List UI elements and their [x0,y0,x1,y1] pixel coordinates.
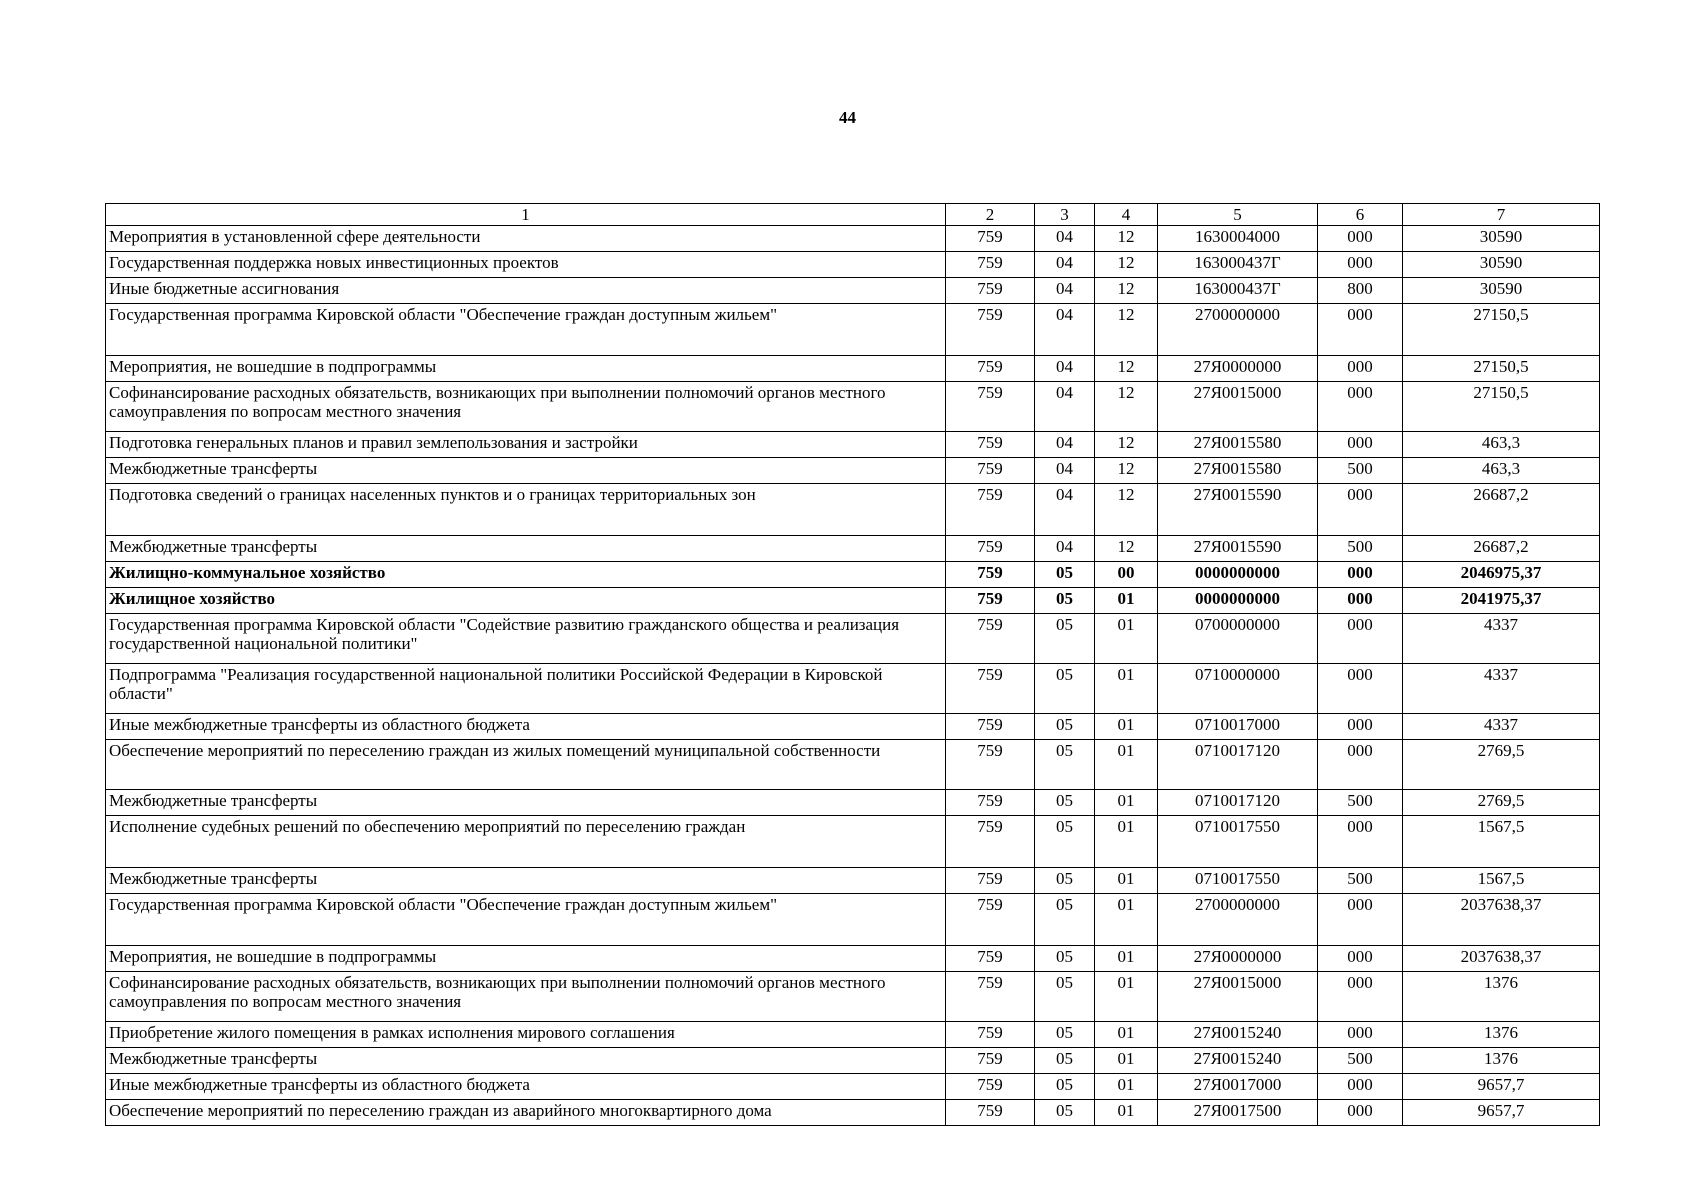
row-code-gr-cell: 759 [946,484,1035,536]
row-section-cell: 05 [1035,790,1095,816]
row-expense-type-cell: 000 [1318,432,1403,458]
row-section-cell: 05 [1035,1074,1095,1100]
row-target-article-cell: 2700000000 [1158,304,1318,356]
header-cell-3: 3 [1035,204,1095,226]
row-expense-type-cell: 000 [1318,484,1403,536]
row-amount-cell: 27150,5 [1403,382,1600,432]
row-expense-type-cell: 000 [1318,816,1403,868]
row-expense-type-cell: 000 [1318,226,1403,252]
row-amount-cell: 463,3 [1403,432,1600,458]
table-row [106,356,1600,382]
row-expense-type-cell: 000 [1318,1022,1403,1048]
row-code-gr-cell: 759 [946,356,1035,382]
table-row [106,868,1600,894]
row-amount-cell: 27150,5 [1403,356,1600,382]
row-name-cell: Мероприятия, не вошедшие в подпрограммы [106,946,946,972]
row-code-gr-cell: 759 [946,588,1035,614]
table-row [106,790,1600,816]
row-name-cell: Софинансирование расходных обязательств, возникающих при выполнении полномочий органов местного самоуправления по вопросам местного значения [106,972,946,1022]
row-amount-cell: 26687,2 [1403,484,1600,536]
row-subsection-cell: 12 [1095,536,1158,562]
row-target-article-cell: 27Я0015590 [1158,484,1318,536]
row-target-article-cell: 0710017550 [1158,816,1318,868]
row-subsection-cell: 01 [1095,588,1158,614]
row-subsection-cell: 01 [1095,1100,1158,1126]
row-name-cell: Подготовка сведений о границах населенных пунктов и о границах территориальных зон [106,484,946,536]
table-row [106,278,1600,304]
row-subsection-cell: 01 [1095,946,1158,972]
row-amount-cell: 2037638,37 [1403,946,1600,972]
row-target-article-cell: 27Я0015580 [1158,432,1318,458]
header-cell-5: 5 [1158,204,1318,226]
row-expense-type-cell: 000 [1318,382,1403,432]
row-expense-type-cell: 000 [1318,972,1403,1022]
row-expense-type-cell: 000 [1318,740,1403,790]
table-row [106,458,1600,484]
row-code-gr-cell: 759 [946,458,1035,484]
row-code-gr-cell: 759 [946,278,1035,304]
table-row [106,432,1600,458]
row-name-cell: Обеспечение мероприятий по переселению граждан из аварийного многоквартирного дома [106,1100,946,1126]
row-target-article-cell: 27Я0015000 [1158,382,1318,432]
table-row [106,226,1600,252]
row-target-article-cell: 27Я0015580 [1158,458,1318,484]
row-name-cell: Исполнение судебных решений по обеспечению мероприятий по переселению граждан [106,816,946,868]
row-amount-cell: 1376 [1403,972,1600,1022]
table-row [106,972,1600,1022]
row-section-cell: 04 [1035,252,1095,278]
row-section-cell: 05 [1035,1022,1095,1048]
row-name-cell: Межбюджетные трансферты [106,790,946,816]
row-section-cell: 04 [1035,484,1095,536]
row-target-article-cell: 1630004000 [1158,226,1318,252]
row-amount-cell: 1567,5 [1403,868,1600,894]
table-row [106,1074,1600,1100]
row-expense-type-cell: 800 [1318,278,1403,304]
row-name-cell: Межбюджетные трансферты [106,458,946,484]
row-section-cell: 05 [1035,588,1095,614]
row-code-gr-cell: 759 [946,894,1035,946]
header-cell-7: 7 [1403,204,1600,226]
row-subsection-cell: 12 [1095,226,1158,252]
row-amount-cell: 463,3 [1403,458,1600,484]
row-code-gr-cell: 759 [946,536,1035,562]
row-target-article-cell: 0700000000 [1158,614,1318,664]
row-amount-cell: 2046975,37 [1403,562,1600,588]
row-subsection-cell: 01 [1095,868,1158,894]
row-expense-type-cell: 000 [1318,894,1403,946]
row-subsection-cell: 12 [1095,252,1158,278]
row-name-cell: Государственная программа Кировской области "Обеспечение граждан доступным жильем" [106,894,946,946]
table-row [106,614,1600,664]
row-subsection-cell: 01 [1095,614,1158,664]
table-body [106,204,1600,1126]
row-target-article-cell: 0710000000 [1158,664,1318,714]
row-code-gr-cell: 759 [946,1100,1035,1126]
row-section-cell: 05 [1035,740,1095,790]
row-target-article-cell: 27Я0015590 [1158,536,1318,562]
table-row [106,382,1600,432]
row-name-cell: Государственная поддержка новых инвестиционных проектов [106,252,946,278]
header-cell-2: 2 [946,204,1035,226]
row-code-gr-cell: 759 [946,714,1035,740]
row-name-cell: Мероприятия, не вошедшие в подпрограммы [106,356,946,382]
row-section-cell: 04 [1035,536,1095,562]
row-name-cell: Подготовка генеральных планов и правил землепользования и застройки [106,432,946,458]
row-target-article-cell: 0000000000 [1158,562,1318,588]
table-row [106,664,1600,714]
header-cell-6: 6 [1318,204,1403,226]
row-target-article-cell: 27Я0015000 [1158,972,1318,1022]
row-expense-type-cell: 000 [1318,714,1403,740]
row-subsection-cell: 12 [1095,356,1158,382]
row-name-cell: Обеспечение мероприятий по переселению граждан из жилых помещений муниципальной собственности [106,740,946,790]
row-target-article-cell: 27Я0015240 [1158,1048,1318,1074]
row-section-cell: 04 [1035,382,1095,432]
row-amount-cell: 30590 [1403,278,1600,304]
table-header-row [106,204,1600,226]
row-section-cell: 05 [1035,816,1095,868]
row-section-cell: 05 [1035,614,1095,664]
row-code-gr-cell: 759 [946,432,1035,458]
row-expense-type-cell: 000 [1318,1074,1403,1100]
row-section-cell: 04 [1035,432,1095,458]
row-code-gr-cell: 759 [946,664,1035,714]
row-code-gr-cell: 759 [946,790,1035,816]
row-expense-type-cell: 500 [1318,868,1403,894]
row-expense-type-cell: 000 [1318,664,1403,714]
row-section-cell: 05 [1035,664,1095,714]
row-section-cell: 05 [1035,894,1095,946]
row-amount-cell: 2041975,37 [1403,588,1600,614]
row-code-gr-cell: 759 [946,614,1035,664]
table-row [106,562,1600,588]
row-name-cell: Мероприятия в установленной сфере деятельности [106,226,946,252]
row-code-gr-cell: 759 [946,868,1035,894]
row-section-cell: 05 [1035,972,1095,1022]
row-target-article-cell: 27Я0015240 [1158,1022,1318,1048]
row-name-cell: Межбюджетные трансферты [106,536,946,562]
row-subsection-cell: 12 [1095,484,1158,536]
row-section-cell: 05 [1035,868,1095,894]
row-code-gr-cell: 759 [946,1022,1035,1048]
row-section-cell: 05 [1035,562,1095,588]
row-code-gr-cell: 759 [946,304,1035,356]
row-subsection-cell: 12 [1095,382,1158,432]
table-row [106,252,1600,278]
row-target-article-cell: 163000437Г [1158,278,1318,304]
row-subsection-cell: 00 [1095,562,1158,588]
row-name-cell: Государственная программа Кировской области "Содействие развитию гражданского общества и реализация государственной национальной политики" [106,614,946,664]
row-subsection-cell: 01 [1095,1074,1158,1100]
table-row [106,1048,1600,1074]
row-subsection-cell: 01 [1095,816,1158,868]
row-code-gr-cell: 759 [946,740,1035,790]
row-expense-type-cell: 000 [1318,252,1403,278]
row-name-cell: Приобретение жилого помещения в рамках исполнения мирового соглашения [106,1022,946,1048]
row-name-cell: Иные бюджетные ассигнования [106,278,946,304]
row-target-article-cell: 27Я0017500 [1158,1100,1318,1126]
row-subsection-cell: 12 [1095,432,1158,458]
row-expense-type-cell: 000 [1318,588,1403,614]
row-amount-cell: 9657,7 [1403,1100,1600,1126]
row-section-cell: 04 [1035,278,1095,304]
row-subsection-cell: 12 [1095,458,1158,484]
row-target-article-cell: 2700000000 [1158,894,1318,946]
row-target-article-cell: 0710017000 [1158,714,1318,740]
row-expense-type-cell: 000 [1318,946,1403,972]
row-code-gr-cell: 759 [946,1048,1035,1074]
row-code-gr-cell: 759 [946,382,1035,432]
row-amount-cell: 9657,7 [1403,1074,1600,1100]
row-subsection-cell: 01 [1095,1048,1158,1074]
row-section-cell: 05 [1035,946,1095,972]
row-target-article-cell: 0000000000 [1158,588,1318,614]
row-subsection-cell: 12 [1095,278,1158,304]
row-section-cell: 05 [1035,714,1095,740]
row-amount-cell: 1376 [1403,1022,1600,1048]
row-amount-cell: 27150,5 [1403,304,1600,356]
row-expense-type-cell: 000 [1318,562,1403,588]
row-amount-cell: 4337 [1403,664,1600,714]
row-expense-type-cell: 500 [1318,458,1403,484]
row-subsection-cell: 01 [1095,664,1158,714]
budget-table [105,203,1600,1126]
row-amount-cell: 2037638,37 [1403,894,1600,946]
row-code-gr-cell: 759 [946,972,1035,1022]
row-name-cell: Иные межбюджетные трансферты из областного бюджета [106,714,946,740]
row-name-cell: Софинансирование расходных обязательств, возникающих при выполнении полномочий органов местного самоуправления по вопросам местного значения [106,382,946,432]
row-name-cell: Жилищное хозяйство [106,588,946,614]
row-expense-type-cell: 500 [1318,790,1403,816]
table-row [106,304,1600,356]
row-name-cell: Иные межбюджетные трансферты из областного бюджета [106,1074,946,1100]
row-target-article-cell: 163000437Г [1158,252,1318,278]
row-section-cell: 04 [1035,304,1095,356]
row-amount-cell: 26687,2 [1403,536,1600,562]
row-subsection-cell: 01 [1095,714,1158,740]
row-amount-cell: 1376 [1403,1048,1600,1074]
row-name-cell: Межбюджетные трансферты [106,868,946,894]
row-code-gr-cell: 759 [946,816,1035,868]
budget-table-container [105,203,1599,1126]
row-expense-type-cell: 000 [1318,1100,1403,1126]
row-amount-cell: 2769,5 [1403,740,1600,790]
row-amount-cell: 2769,5 [1403,790,1600,816]
row-section-cell: 05 [1035,1100,1095,1126]
table-row [106,484,1600,536]
row-name-cell: Жилищно-коммунальное хозяйство [106,562,946,588]
row-section-cell: 04 [1035,226,1095,252]
row-code-gr-cell: 759 [946,1074,1035,1100]
row-amount-cell: 4337 [1403,614,1600,664]
row-expense-type-cell: 000 [1318,356,1403,382]
table-row [106,1100,1600,1126]
row-name-cell: Межбюджетные трансферты [106,1048,946,1074]
table-row [106,536,1600,562]
table-row [106,588,1600,614]
row-expense-type-cell: 000 [1318,304,1403,356]
row-amount-cell: 4337 [1403,714,1600,740]
row-target-article-cell: 27Я0017000 [1158,1074,1318,1100]
table-row [106,714,1600,740]
row-expense-type-cell: 500 [1318,1048,1403,1074]
row-subsection-cell: 01 [1095,972,1158,1022]
table-row [106,946,1600,972]
row-name-cell: Государственная программа Кировской области "Обеспечение граждан доступным жильем" [106,304,946,356]
row-amount-cell: 30590 [1403,226,1600,252]
table-row [106,894,1600,946]
row-section-cell: 04 [1035,356,1095,382]
row-subsection-cell: 01 [1095,740,1158,790]
row-subsection-cell: 01 [1095,1022,1158,1048]
row-subsection-cell: 12 [1095,304,1158,356]
row-amount-cell: 30590 [1403,252,1600,278]
row-target-article-cell: 27Я0000000 [1158,356,1318,382]
row-target-article-cell: 0710017550 [1158,868,1318,894]
row-expense-type-cell: 000 [1318,614,1403,664]
header-cell-4: 4 [1095,204,1158,226]
row-name-cell: Подпрограмма "Реализация государственной национальной политики Российской Федерации в Кировской области" [106,664,946,714]
row-target-article-cell: 0710017120 [1158,790,1318,816]
header-cell-1: 1 [106,204,946,226]
row-code-gr-cell: 759 [946,226,1035,252]
row-target-article-cell: 0710017120 [1158,740,1318,790]
table-row [106,740,1600,790]
row-code-gr-cell: 759 [946,946,1035,972]
table-row [106,816,1600,868]
row-target-article-cell: 27Я0000000 [1158,946,1318,972]
row-subsection-cell: 01 [1095,894,1158,946]
row-amount-cell: 1567,5 [1403,816,1600,868]
row-section-cell: 04 [1035,458,1095,484]
table-row [106,1022,1600,1048]
page-number: 44 [839,108,856,127]
row-subsection-cell: 01 [1095,790,1158,816]
row-section-cell: 05 [1035,1048,1095,1074]
row-code-gr-cell: 759 [946,252,1035,278]
row-code-gr-cell: 759 [946,562,1035,588]
row-expense-type-cell: 500 [1318,536,1403,562]
